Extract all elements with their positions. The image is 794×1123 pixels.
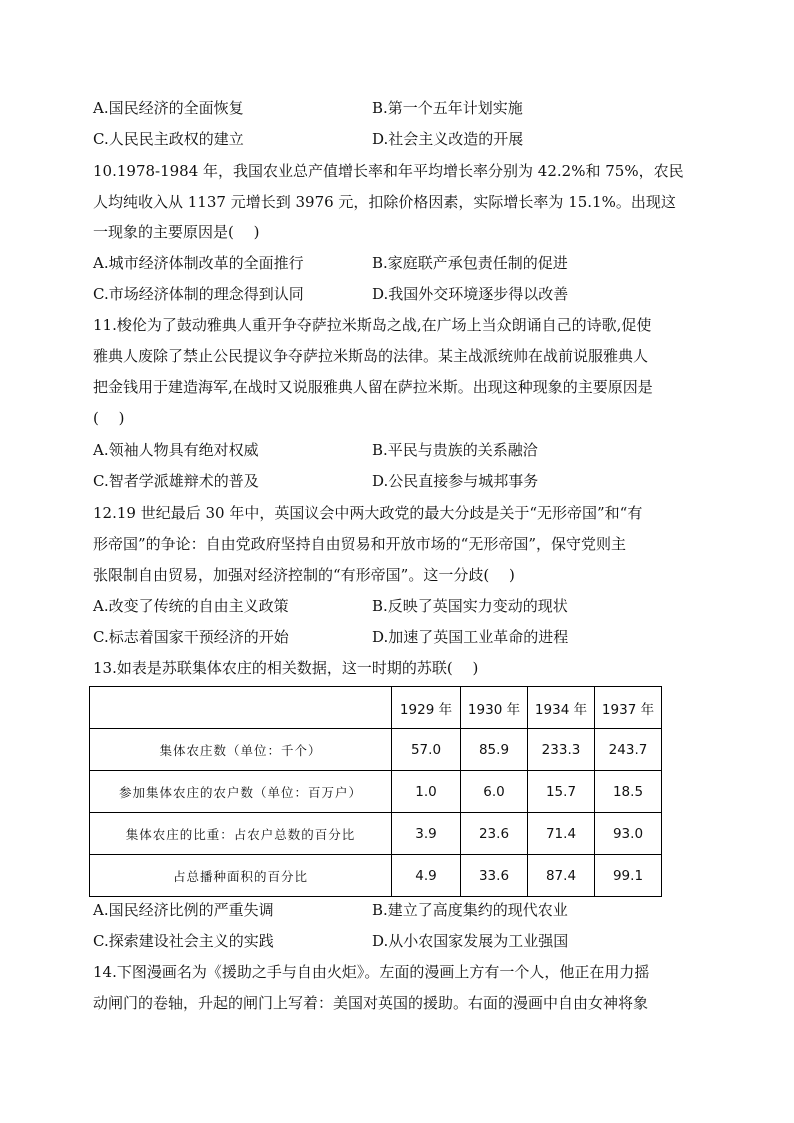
- q11-option-a: A.领袖人物具有绝对权威: [93, 441, 259, 459]
- table-cell: 1.0: [392, 771, 461, 813]
- q14-stem-line-1: 14.下图漫画名为《援助之手与自由火炬》。左面的漫画上方有一个人，他正在用力摇: [93, 963, 650, 981]
- table-cell: 233.3: [528, 729, 595, 771]
- year-header: 1929 年: [392, 687, 461, 729]
- q10-option-b: B.家庭联产承包责任制的促进: [372, 254, 568, 272]
- q12-option-c: C.标志着国家干预经济的开始: [93, 628, 289, 646]
- table-cell: 93.0: [595, 813, 662, 855]
- q13-option-c: C.探索建设社会主义的实践: [93, 932, 274, 950]
- table-cell: 85.9: [461, 729, 528, 771]
- q12-stem-line-1: 12.19 世纪最后 30 年中，英国议会中两大政党的最大分歧是关于“无形帝国”和“有: [93, 504, 643, 522]
- q10-option-d: D.我国外交环境逐步得以改善: [372, 285, 569, 303]
- row-label: 集体农庄数（单位：千个）: [90, 729, 392, 771]
- q11-stem-line-3: 把金钱用于建造海军,在战时又说服雅典人留在萨拉米斯。出现这种现象的主要原因是: [93, 378, 653, 396]
- table-cell: 99.1: [595, 855, 662, 897]
- q11-option-b: B.平民与贵族的关系融洽: [372, 441, 538, 459]
- table-row: [90, 729, 662, 771]
- q13-option-a: A.国民经济比例的严重失调: [93, 901, 274, 919]
- table-cell: 243.7: [595, 729, 662, 771]
- collective-farm-table: [89, 686, 662, 897]
- table-cell: 57.0: [392, 729, 461, 771]
- q11-option-c: C.智者学派雄辩术的普及: [93, 472, 259, 490]
- year-header: 1934 年: [528, 687, 595, 729]
- table-cell: 18.5: [595, 771, 662, 813]
- table-cell: 3.9: [392, 813, 461, 855]
- q10-option-a: A.城市经济体制改革的全面推行: [93, 254, 304, 272]
- q12-stem-line-2: 形帝国”的争论：自由党政府坚持自由贸易和开放市场的“无形帝国”，保守党则主: [93, 535, 627, 553]
- q10-stem-line-1: 10.1978-1984 年，我国农业总产值增长率和年平均增长率分别为 42.2%和 75%，农民: [93, 162, 684, 180]
- q11-stem-line-4: ( ): [93, 409, 125, 427]
- q10-stem-line-3: 一现象的主要原因是( ): [93, 223, 260, 241]
- q12-option-a: A.改变了传统的自由主义政策: [93, 597, 289, 615]
- table-cell: 4.9: [392, 855, 461, 897]
- row-label: 占总播种面积的百分比: [90, 855, 392, 897]
- q10-option-c: C.市场经济体制的理念得到认同: [93, 285, 304, 303]
- table-header-row: [90, 687, 662, 729]
- q11-option-d: D.公民直接参与城邦事务: [372, 472, 539, 490]
- table-cell: 6.0: [461, 771, 528, 813]
- row-label: 参加集体农庄的农户数（单位：百万户）: [90, 771, 392, 813]
- q12-option-b: B.反映了英国实力变动的现状: [372, 597, 568, 615]
- q13-stem: 13.如表是苏联集体农庄的相关数据，这一时期的苏联( ): [93, 659, 479, 677]
- q12-stem-line-3: 张限制自由贸易，加强对经济控制的“有形帝国”。这一分歧( ): [93, 566, 515, 584]
- q9-option-a: A.国民经济的全面恢复: [93, 99, 244, 117]
- table-corner-cell: [90, 687, 392, 729]
- row-label: 集体农庄的比重：占农户总数的百分比: [90, 813, 392, 855]
- table-cell: 15.7: [528, 771, 595, 813]
- year-header: 1937 年: [595, 687, 662, 729]
- table-row: [90, 855, 662, 897]
- table-row: [90, 813, 662, 855]
- q9-option-d: D.社会主义改造的开展: [372, 130, 524, 148]
- q9-option-b: B.第一个五年计划实施: [372, 99, 523, 117]
- table-cell: 87.4: [528, 855, 595, 897]
- table-cell: 23.6: [461, 813, 528, 855]
- q13-option-d: D.从小农国家发展为工业强国: [372, 932, 569, 950]
- q12-option-d: D.加速了英国工业革命的进程: [372, 628, 569, 646]
- table-cell: 33.6: [461, 855, 528, 897]
- q14-stem-line-2: 动闸门的卷轴，升起的闸门上写着：美国对英国的援助。右面的漫画中自由女神将象: [93, 994, 649, 1012]
- table-row: [90, 771, 662, 813]
- q13-option-b: B.建立了高度集约的现代农业: [372, 901, 568, 919]
- year-header: 1930 年: [461, 687, 528, 729]
- table-cell: 71.4: [528, 813, 595, 855]
- q9-option-c: C.人民民主政权的建立: [93, 130, 244, 148]
- q11-stem-line-2: 雅典人废除了禁止公民提议争夺萨拉米斯岛的法律。某主战派统帅在战前说服雅典人: [93, 347, 649, 365]
- q11-stem-line-1: 11.梭伦为了鼓动雅典人重开争夺萨拉米斯岛之战,在广场上当众朗诵自己的诗歌,促使: [93, 316, 652, 334]
- q10-stem-line-2: 人均纯收入从 1137 元增长到 3976 元，扣除价格因素，实际增长率为 15.1%。出现这: [93, 193, 676, 211]
